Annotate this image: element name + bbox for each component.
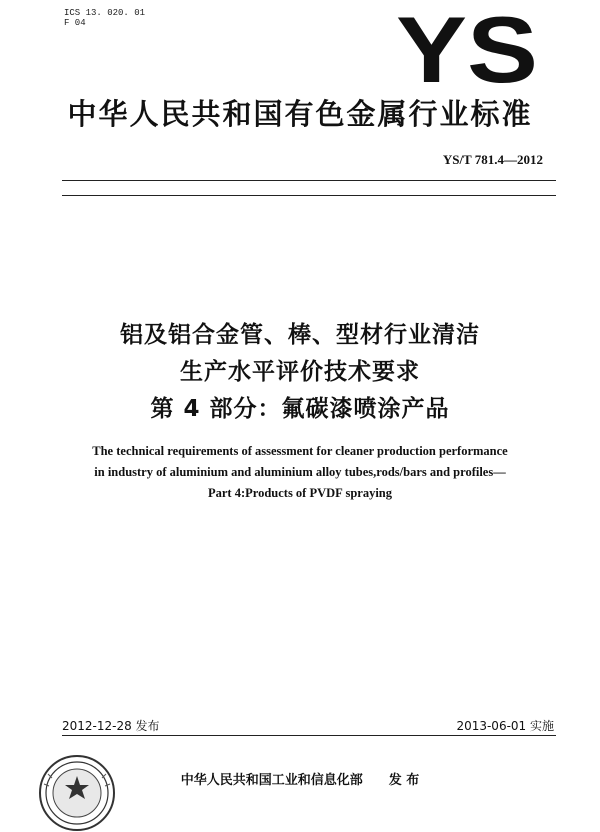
header-title: 中华人民共和国有色金属行业标准 [67,97,533,131]
header-rule-lower [62,195,556,196]
title-en-line2: in industry of aluminium and aluminium alloy tubes,rods/bars and profiles— [94,465,506,479]
title-zh-line3: 第 4 部分：氟碳漆喷涂产品 [150,396,450,422]
national-seal-icon [38,754,116,832]
footer-rule [62,735,556,736]
issue-date: 2012-12-28 发布 [62,719,160,733]
publisher: 中华人民共和国工业和信息化部 发 布 [180,773,420,788]
ics-code: ICS 13. 020. 01 [64,8,146,18]
header-rule [62,180,556,181]
implementation-date: 2013-06-01 实施 [456,719,554,733]
standard-number: YS/T 781.4—2012 [442,152,543,167]
ccs-code: F 04 [64,18,86,28]
ys-logo [392,8,542,90]
title-zh-line1: 铝及铝合金管、棒、型材行业清洁 [120,322,480,348]
ys-logo-text: YS [396,8,538,90]
title-zh-line2: 生产水平评价技术要求 [180,359,420,385]
title-en-line3: Part 4:Products of PVDF spraying [207,486,392,500]
title-en-line1: The technical requirements of assessment for cleaner production performance [92,444,508,458]
